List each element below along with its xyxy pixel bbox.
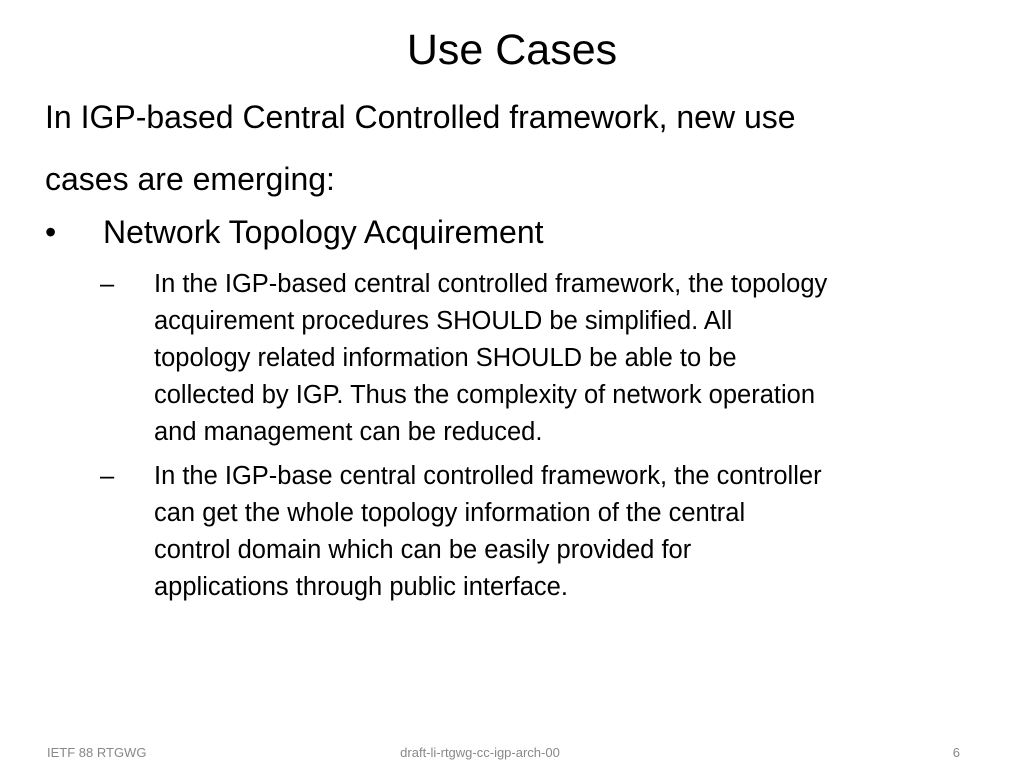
dash-icon: –	[100, 270, 115, 298]
footer-page-number: 6	[952, 745, 960, 760]
bullet-text: Network Topology Acquirement	[103, 214, 544, 250]
sub-bullet-line: collected by IGP. Thus the complexity of network operation	[154, 381, 815, 409]
footer-draft-name: draft-li-rtgwg-cc-igp-arch-00	[400, 745, 560, 760]
sub-bullet-text	[154, 266, 994, 451]
sub-bullet-line: In the IGP-base central controlled framework, the controller	[154, 462, 822, 490]
sub-bullet-line: control domain which can be easily provided for	[154, 536, 692, 564]
footer-conference: IETF 88 RTGWG	[47, 745, 147, 760]
intro-line-2: cases are emerging:	[45, 161, 335, 197]
bullet-icon: •	[45, 214, 57, 250]
slide-title: Use Cases	[406, 26, 618, 74]
dash-icon: –	[100, 462, 115, 490]
intro-paragraph	[45, 86, 985, 210]
intro-line-1: In IGP-based Central Controlled framework, new use	[45, 99, 796, 135]
sub-bullet-line: topology related information SHOULD be able to be	[154, 344, 737, 372]
sub-bullet-line: can get the whole topology information of the central	[154, 499, 746, 527]
sub-bullet-line: acquirement procedures SHOULD be simplified. All	[154, 307, 733, 335]
sub-bullet-line: applications through public interface.	[154, 573, 568, 601]
sub-bullet-text	[154, 458, 994, 606]
sub-bullet-line: and management can be reduced.	[154, 418, 543, 446]
sub-bullet-line: In the IGP-based central controlled framework, the topology	[154, 270, 828, 298]
